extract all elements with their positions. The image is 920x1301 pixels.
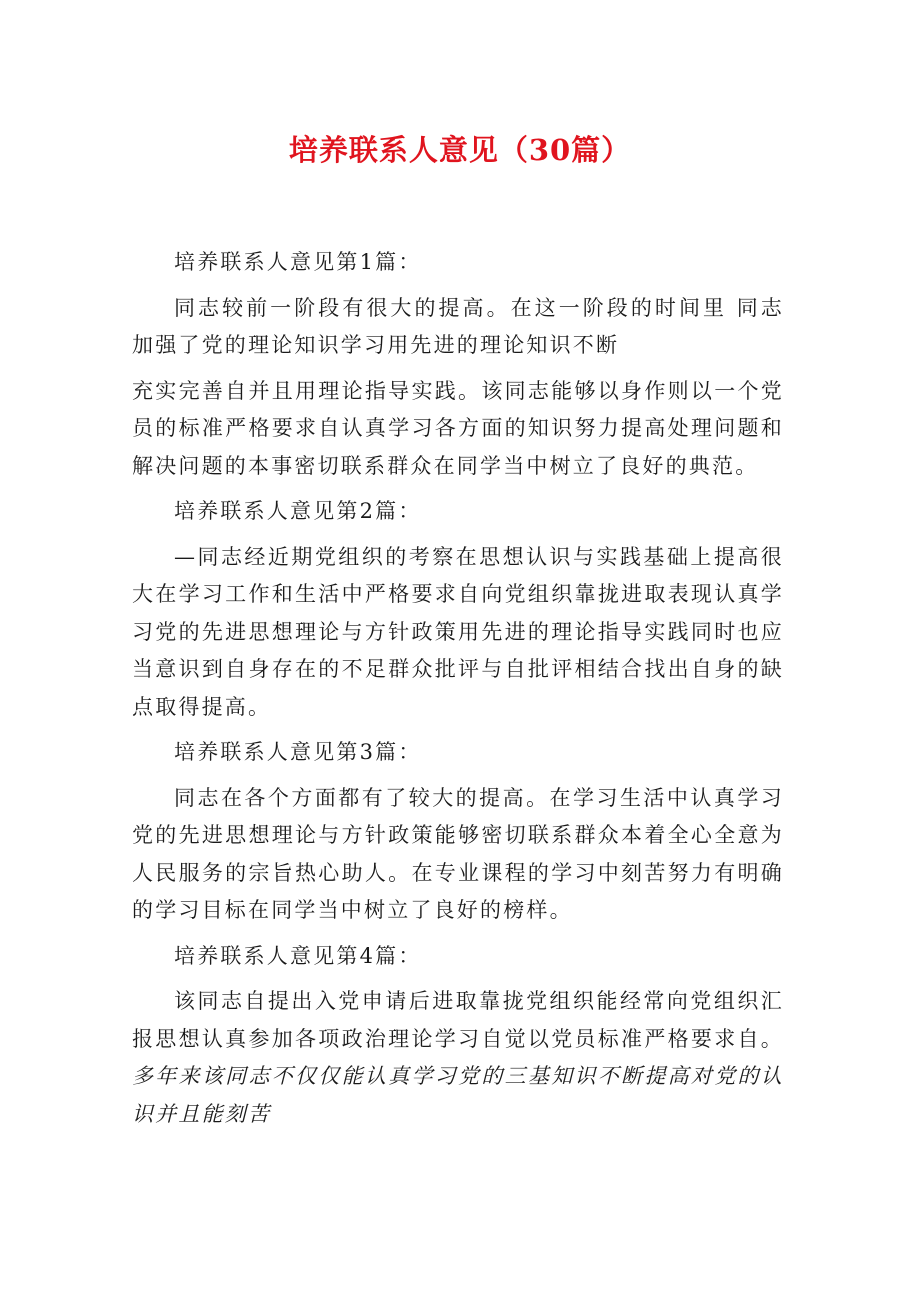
section-heading-1: 培养联系人意见第1篇：	[174, 250, 422, 274]
section-1-paragraph-2: 充实完善自并且用理论指导实践。该同志能够以身作则以一个党员的标准严格要求自认真学习各方面的知识努力提高处理问题和解决问题的本事密切联系群众在同学当中树立了良好的典范。	[132, 378, 784, 478]
section-heading-3: 培养联系人意见第3篇：	[174, 740, 422, 764]
section-3-paragraph-1: 同志在各个方面都有了较大的提高。在学习生活中认真学习党的先进思想理论与方针政策能够密切联系群众本着全心全意为人民服务的宗旨热心助人。在专业课程的学习中刻苦努力有明确的学习目标在同学当中树立了良好的榜样。	[132, 785, 784, 922]
section-4-paragraph-1	[132, 983, 784, 1133]
section-4-text-italic: 多年来该同志不仅仅能认真学习党的三基知识不断提高对党的认识并且能刻苦	[132, 1064, 784, 1126]
document-title: 培养联系人意见（30篇）	[288, 133, 632, 167]
section-1-paragraph-1: 同志较前一阶段有很大的提高。在这一阶段的时间里 同志加强了党的理论知识学习用先进的理论知识不断	[132, 295, 784, 357]
document-body	[132, 244, 784, 1141]
section-2-paragraph-1: —同志经近期党组织的考察在思想认识与实践基础上提高很大在学习工作和生活中严格要求自向党组织靠拢进取表现认真学习党的先进思想理论与方针政策用先进的理论指导实践同时也应当意识到自身存在的不足群众批评与自批评相结合找出自身的缺点取得提高。	[132, 544, 784, 719]
section-4-text-normal: 该同志自提出入党申请后进取靠拢党组织能经常向党组织汇报思想认真参加各项政治理论学习自觉以党员标准严格要求自。	[132, 989, 784, 1051]
section-heading-4: 培养联系人意见第4篇：	[174, 943, 422, 968]
section-heading-2: 培养联系人意见第2篇：	[174, 499, 422, 523]
